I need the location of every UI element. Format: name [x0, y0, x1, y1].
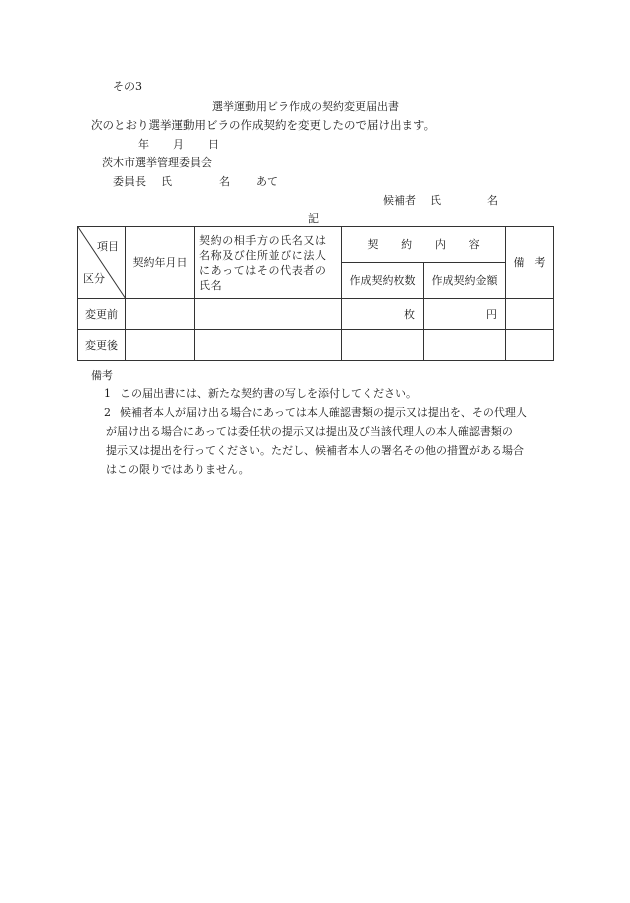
form-number: その3 — [113, 80, 142, 93]
contract-date-cell[interactable] — [126, 330, 195, 361]
row-label-before: 変更前 — [78, 299, 126, 330]
contract-content-char: 容 — [468, 238, 480, 251]
addressee-suffix: あて — [256, 175, 278, 188]
note-2-line: はこの限りではありません。 — [106, 463, 250, 476]
counterparty-line: にあってはその代表者の — [199, 263, 327, 277]
addressee-committee: 茨木市選挙管理委員会 — [102, 156, 212, 169]
header-category-label: 区分 — [83, 272, 105, 285]
diagonal-line — [78, 227, 126, 299]
note-2-line: 提示又は提出を行ってください。ただし、候補者本人の署名その他の措置がある場合 — [106, 444, 524, 457]
addressee-name-label: 氏 — [161, 175, 172, 188]
remarks-header — [506, 227, 554, 299]
notes-title: 備考 — [91, 369, 113, 382]
addressee-chair: 委員長 — [113, 175, 146, 188]
note-1-number: 1 — [104, 387, 111, 400]
contract-change-table — [77, 226, 554, 361]
counterparty-line: 契約の相手方の氏名又は — [199, 233, 327, 247]
contract-content-header — [342, 227, 506, 263]
candidate-name-label: 氏 — [430, 194, 441, 207]
quantity-cell[interactable]: 枚 — [342, 299, 424, 330]
remarks-cell[interactable] — [506, 299, 554, 330]
header-diagonal-cell — [78, 227, 126, 299]
contract-content-char: 内 — [434, 238, 446, 251]
contract-content-char: 約 — [401, 238, 413, 251]
remarks-char: 考 — [534, 256, 546, 269]
amount-header: 作成契約金額 — [424, 263, 506, 299]
document-title: 選挙運動用ビラ作成の契約変更届出書 — [212, 100, 399, 113]
amount-cell[interactable]: 円 — [424, 299, 506, 330]
ki-marker: 記 — [308, 212, 319, 225]
counterparty-cell[interactable] — [195, 330, 342, 361]
counterparty-line: 名称及び住所並びに法人 — [199, 248, 327, 262]
note-2-number: 2 — [104, 406, 111, 419]
row-label-after: 変更後 — [78, 330, 126, 361]
remarks-char: 備 — [513, 256, 525, 269]
counterparty-header — [195, 227, 342, 299]
intro-text: 次のとおり選挙運動用ビラの作成契約を変更したので届け出ます。 — [91, 118, 436, 132]
date-month-label: 月 — [173, 138, 184, 151]
counterparty-line: 氏名 — [199, 278, 223, 292]
table-row — [78, 299, 554, 330]
addressee-name-label-2: 名 — [219, 175, 230, 188]
header-item-label: 項目 — [97, 240, 119, 253]
amount-cell[interactable] — [424, 330, 506, 361]
note-2-line: が届け出る場合にあっては委任状の提示又は提出及び当該代理人の本人確認書類の — [106, 425, 513, 438]
contract-date-cell[interactable] — [126, 299, 195, 330]
remarks-cell[interactable] — [506, 330, 554, 361]
counterparty-cell[interactable] — [195, 299, 342, 330]
contract-content-char: 契 — [367, 238, 379, 251]
date-day-label: 日 — [208, 138, 219, 151]
quantity-cell[interactable] — [342, 330, 424, 361]
quantity-header: 作成契約枚数 — [342, 263, 424, 299]
date-year-label: 年 — [138, 138, 149, 151]
note-1-text: この届出書には、新たな契約書の写しを添付してください。 — [120, 387, 417, 400]
candidate-name-label-2: 名 — [487, 194, 498, 207]
note-2-line: 候補者本人が届け出る場合にあっては本人確認書類の提示又は提出を、その代理人 — [120, 406, 527, 419]
candidate-label: 候補者 — [383, 194, 416, 207]
table-row — [78, 330, 554, 361]
contract-date-header: 契約年月日 — [126, 227, 195, 299]
